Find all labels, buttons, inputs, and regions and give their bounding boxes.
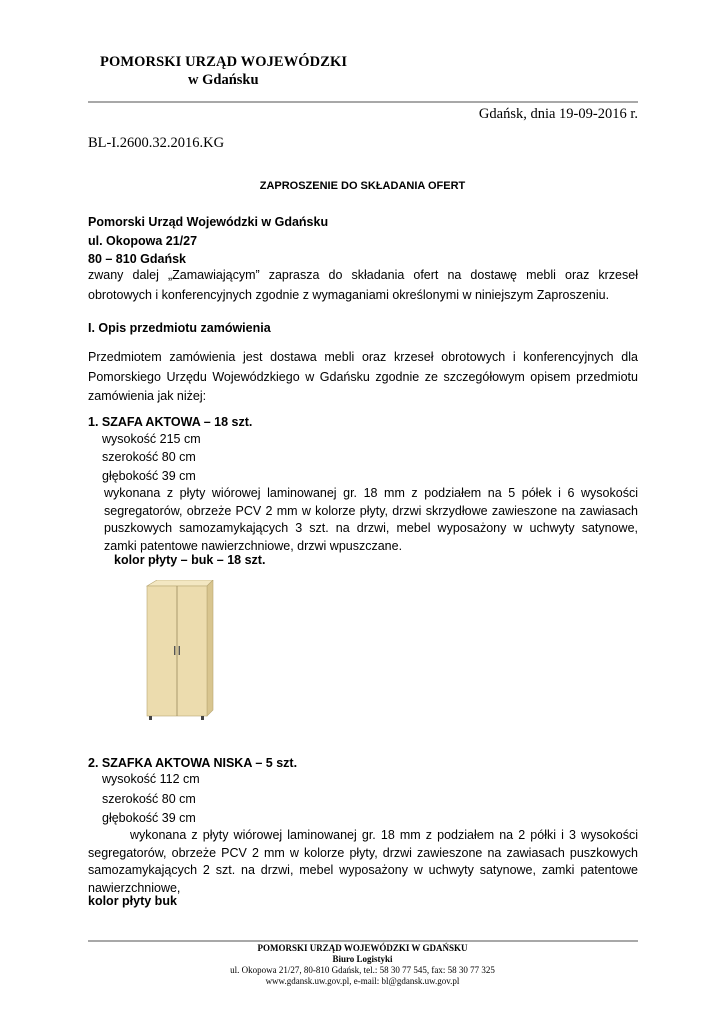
address-city: 80 – 810 Gdańsk [88,252,186,266]
item2-color: kolor płyty buk [88,894,177,908]
item2-height: wysokość 112 cm [102,772,200,786]
footer-web: www.gdansk.uw.gov.pl, e-mail: bl@gdansk.uw.gov.pl [265,976,460,986]
footer-department: Biuro Logistyki [332,954,393,964]
document-date: Gdańsk, dnia 19-09-2016 r. [478,106,638,122]
footer-contact: ul. Okopowa 21/27, 80-810 Gdańsk, tel.: 58 30 77 545, fax: 58 30 77 325 [230,965,495,975]
address-street: ul. Okopowa 21/27 [88,234,198,248]
item2-depth: głębokość 39 cm [102,811,196,825]
item1-heading: 1. SZAFA AKTOWA – 18 szt. [88,415,253,429]
page-title: ZAPROSZENIE DO SKŁADANIA OFERT [259,180,466,192]
reference-number: BL-I.2600.32.2016.KG [88,135,225,151]
section-heading: I. Opis przedmiotu zamówienia [88,321,271,335]
section-paragraph: Przedmiotem zamówienia jest dostawa mebli oraz krzeseł obrotowych i konferencyjnych dla Pomorskiego Urzędu Wojewódzkiego w Gdańsku zgodnie ze szczegółowym opisem przedmiotu zamówienia jak niżej: [88,350,638,403]
item1-description: wykonana z płyty wiórowej laminowanej gr. 18 mm z podziałem na 5 półek i 6 wysokości segregatorów, obrzeże PCV 2 mm w kolorze płyty, drzwi skrzydłowe zawieszone na zawiasach puszkowych samozamykających 3 szt. na drzwi, mebel wyposażony w uchwyty satynowe, zamki patentowe nawierzchniowe, drzwi wpuszczane. [104,486,638,553]
item1-height: wysokość 215 cm [102,432,201,446]
item2-description: wykonana z płyty wiórowej laminowanej gr. 18 mm z podziałem na 2 półki i 3 wysokości segregatorów, obrzeże PCV 2 mm w kolorze płyty, drzwi zawieszone na zawiasach puszkowych samozamykających 2 szt. na drzwi, mebel wyposażony w uchwyty satynowe, zamki patentowe nawierzchniowe, [88,828,638,895]
org-city: w Gdańsku [188,72,259,88]
item1-width: szerokość 80 cm [102,450,196,464]
org-name: POMORSKI URZĄD WOJEWÓDZKI [100,54,348,70]
item2-heading: 2. SZAFKA AKTOWA NISKA – 5 szt. [88,756,298,770]
cabinet-image [143,580,215,722]
footer-org: POMORSKI URZĄD WOJEWÓDZKI W GDAŃSKU [257,943,468,953]
item2-width: szerokość 80 cm [102,792,196,806]
item1-color: kolor płyty – buk – 18 szt. [114,553,266,567]
header-divider [88,101,638,103]
address-name: Pomorski Urząd Wojewódzki w Gdańsku [88,215,329,229]
item1-depth: głębokość 39 cm [102,469,196,483]
intro-paragraph: zwany dalej „Zamawiającym” zaprasza do składania ofert na dostawę mebli oraz krzeseł obrotowych i konferencyjnych zgodnie z wymaganiami określonymi w niniejszym Zaproszeniu. [88,268,638,302]
footer-divider [88,940,638,942]
